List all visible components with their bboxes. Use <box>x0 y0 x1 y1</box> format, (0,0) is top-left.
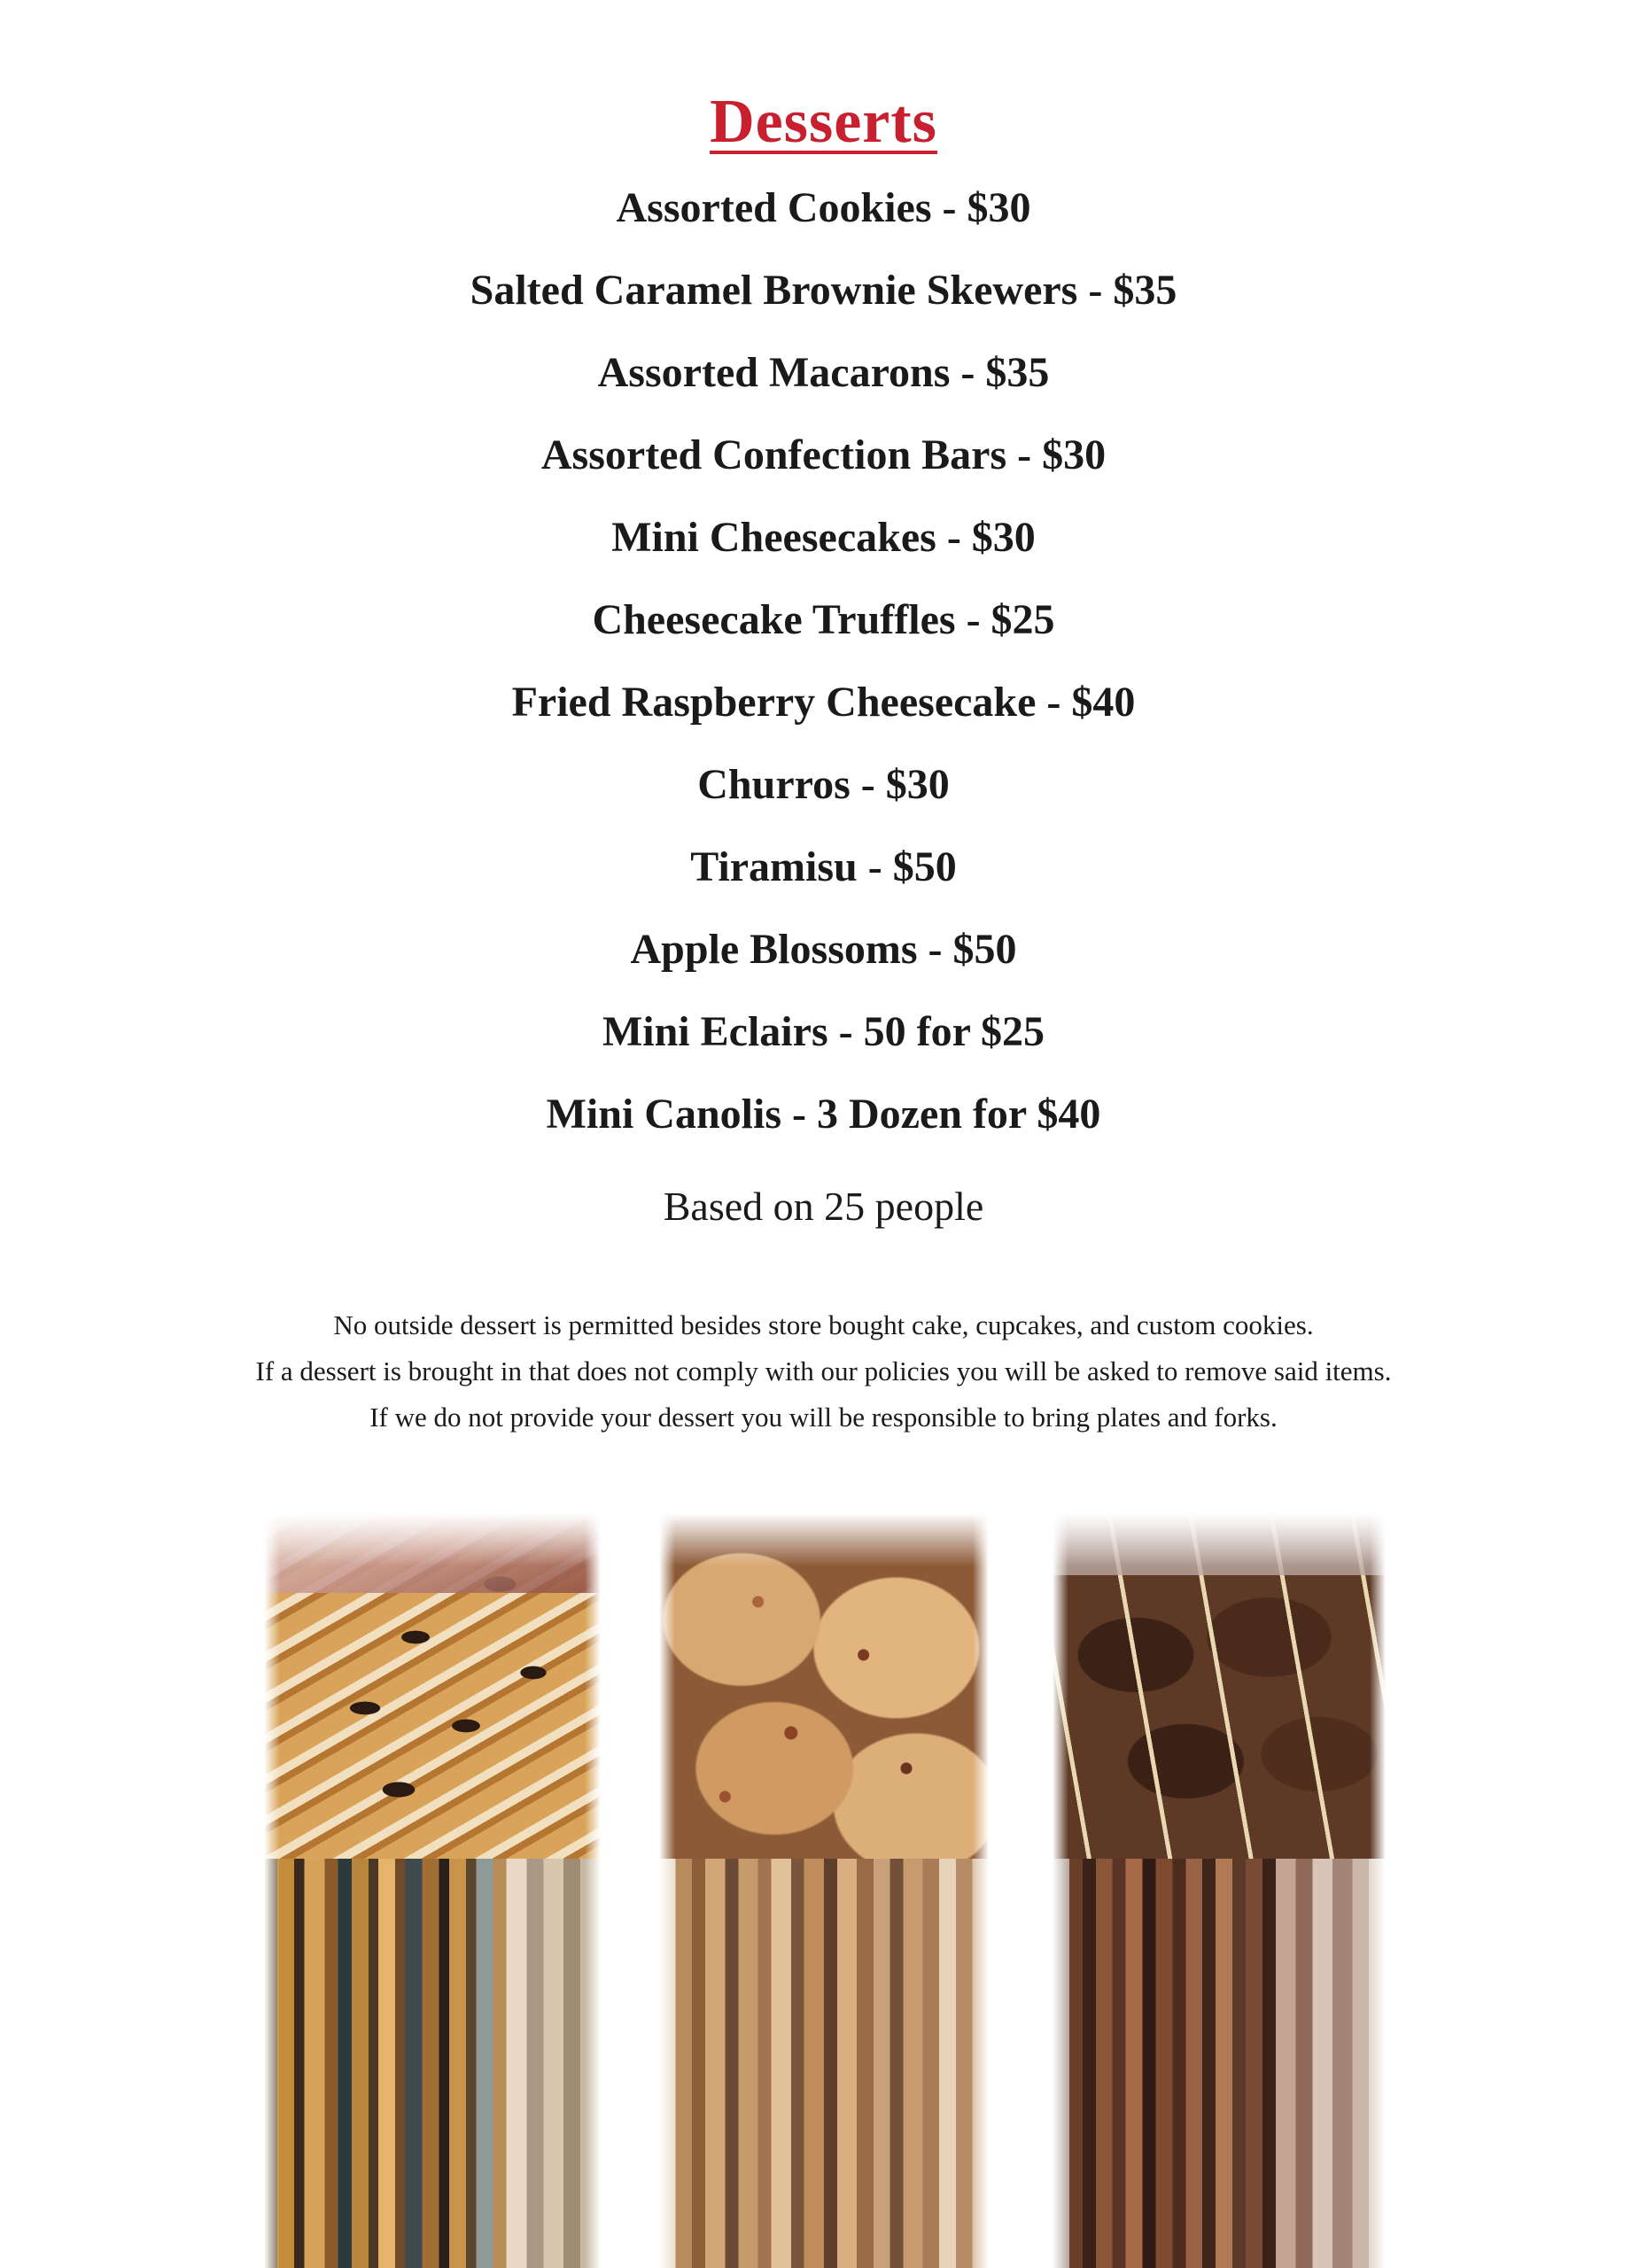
cannoli-photo <box>264 1513 601 2268</box>
page-title: Desserts <box>710 88 937 156</box>
policy-line: If we do not provide your dessert you will be responsible to bring plates and forks. <box>369 1402 1278 1433</box>
cookies-photo <box>659 1513 989 2268</box>
policy-line: No outside dessert is permitted besides store bought cake, cupcakes, and custom cookies. <box>333 1309 1314 1340</box>
menu-item-fried-raspberry-cheesecake: Fried Raspberry Cheesecake - $40 <box>511 679 1136 726</box>
menu-item-mini-canolis: Mini Canolis - 3 Dozen for $40 <box>546 1091 1101 1138</box>
menu-item-churros: Churros - $30 <box>697 761 950 808</box>
menu-item-assorted-macarons: Assorted Macarons - $35 <box>597 349 1050 396</box>
cannoli-image-streaks <box>264 1859 601 2268</box>
menu-item-tiramisu: Tiramisu - $50 <box>690 843 957 890</box>
cookies-image <box>659 1513 989 1868</box>
menu-item-confection-bars: Assorted Confection Bars - $30 <box>540 431 1107 478</box>
dessert-list <box>0 181 1647 1169</box>
brownie-skewers-image <box>1053 1513 1386 1868</box>
menu-item-mini-eclairs: Mini Eclairs - 50 for $25 <box>602 1008 1045 1055</box>
policy-line: If a dessert is brought in that does not comply with our policies you will be asked to remove said items. <box>255 1355 1392 1386</box>
menu-item-apple-blossoms: Apple Blossoms - $50 <box>630 926 1017 973</box>
menu-item-cheesecake-truffles: Cheesecake Truffles - $25 <box>592 596 1055 643</box>
menu-item-brownie-skewers: Salted Caramel Brownie Skewers - $35 <box>470 267 1177 314</box>
cannoli-image <box>264 1513 601 1868</box>
menu-item-mini-cheesecakes: Mini Cheesecakes - $30 <box>611 514 1036 561</box>
cookies-image-streaks <box>659 1859 989 2268</box>
brownie-image-streaks <box>1053 1859 1386 2268</box>
dessert-photo-strip <box>0 1513 1647 2268</box>
serving-basis-note: Based on 25 people <box>663 1184 984 1229</box>
brownie-skewers-photo <box>1053 1513 1386 2268</box>
dessert-policy <box>0 1302 1647 1441</box>
menu-item-assorted-cookies: Assorted Cookies - $30 <box>616 184 1031 231</box>
